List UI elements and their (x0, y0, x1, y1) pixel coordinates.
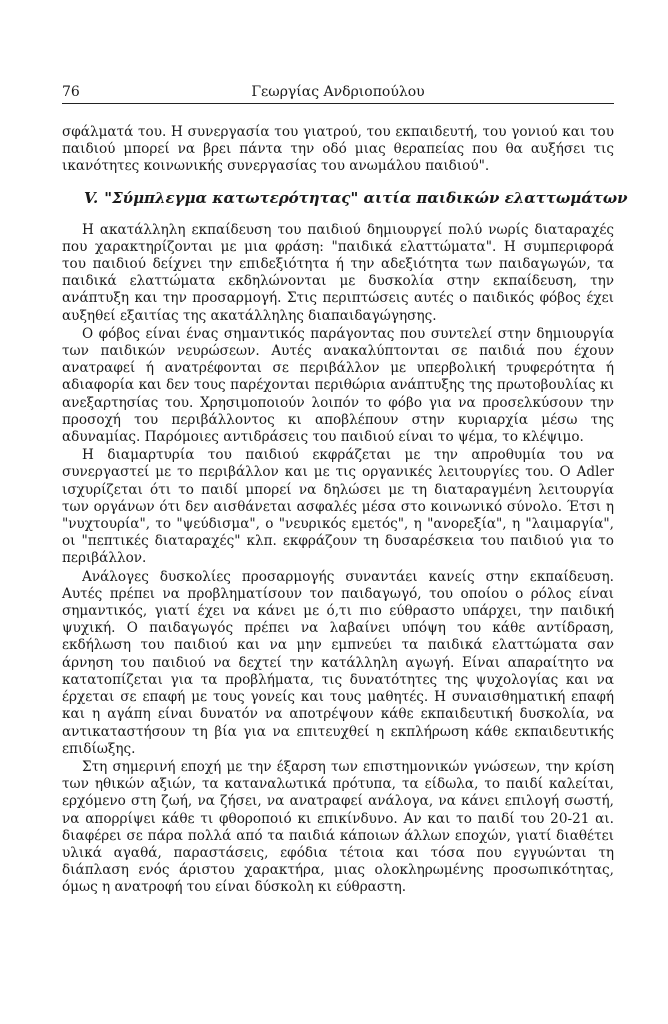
page-header (62, 82, 614, 104)
paragraph: Η διαμαρτυρία του παιδιού εκφράζεται με την απροθυμία του να συνεργαστεί με το περιβάλλον και με τις οργανικές λειτουργίες του. Ο Adler ισχυρίζεται ότι το παιδί μπορεί να δηλώσει με τη διαταραγμένη λειτουργία των οργάνων ότι δεν αισθάνεται ασφαλές μέσα στο κοινωνικό σύνολο. Έτσι η "νυχτουρία", το "ψεύδισμα", ο "νευρικός εμετός", η "ανορεξία", η "λαιμαργία", οι "πεπτικές διαταραχές" κλπ. εκφράζουν τη δυσαρέσκεια του παιδιού για το περιβάλλον. (62, 447, 614, 567)
header-rule (62, 103, 614, 104)
page-body (62, 124, 628, 897)
running-head: Γεωργίας Ανδριοπούλου (251, 84, 425, 100)
paragraph: Η ακατάλληλη εκπαίδευση του παιδιού δημιουργεί πολύ νωρίς διαταραχές που χαρακτηρίζονται με μια φράση: "παιδικά ελαττώματα". Η συμπεριφορά του παιδιού δείχνει την επιδεξιότητα ή την αδεξιότητα των παιδαγωγών, τα παιδικά ελαττώματα εκδηλώνονται με δυσκολία στην εκπαίδευση, την ανάπτυξη και την προσαρμογή. Στις περιπτώσεις αυτές ο παιδικός φόβος έχει αυξηθεί εξαιτίας της ακατάλληλης διαπαιδαγώγησης. (62, 221, 614, 324)
paragraph-continuation: σφάλματά του. Η συνεργασία του γιατρού, του εκπαιδευτή, του γονιού και του παιδιού μπορεί να βρει πάντα την οδό μιας θεραπείας που θα αυξήσει τις ικανότητες κοινωνικής συνεργασίας του ανωμάλου παιδιού". (62, 124, 614, 175)
section-title: "Σύμπλεγμα κατωτερότητας" αιτία παιδικών ελαττωμάτων (104, 188, 628, 207)
page-number: 76 (62, 84, 80, 100)
section-number: V. (84, 188, 99, 207)
paragraph: Στη σημερινή εποχή με την έξαρση των επιστημονικών γνώσεων, την κρίση των ηθικών αξιών, τα καταναλωτικά πρότυπα, τα είδωλα, το παιδί καλείται, ερχόμενο στη ζωή, να ζήσει, να ανατραφεί ανάλογα, να κάνει επιλογή σωστή, να απορρίψει κάθε τι φθοροποιό κι επικίνδυνο. Αν και το παιδί του 20-21 αι. διαφέρει σε πάρα πολλά από τα παιδιά κάποιων άλλων εποχών, γιατί διαθέτει υλικά αγαθά, παραστάσεις, εφόδια τέτοια και τόσα που εγγυώνται τη διάπλαση ενός άριστου χαρακτήρα, μιας ολοκληρωμένης προσωπικότητας, όμως η ανατροφή του είναι δύσκολη κι εύθραστη. (62, 758, 614, 896)
paragraph: Ανάλογες δυσκολίες προσαρμογής συναντάει κανείς στην εκπαίδευση. Αυτές πρέπει να προβληματίσουν τον παιδαγωγό, του οποίου ο ρόλος είναι σημαντικός, γιατί έχει να κάνει με ό,τι πιο εύθραστο υπάρχει, την παιδική ψυχική. Ο παιδαγωγός πρέπει να λαβαίνει υπόψη του κάθε αντίδραση, εκδήλωση του παιδιού και να μην εμπνεύει τα παιδικά ελαττώματα σαν άρνηση του παιδιού να δεχτεί την κατάλληλη αγωγή. Είναι απαραίτητο να κατατοπίζεται για τα προβλήματα, τις δυνατότητες της ψυχολογίας και να έρχεται σε επαφή με τους γονείς και τους μαθητές. Η συναισθηματική επαφή και η αγάπη είναι δυνατόν να αποτρέψουν κάθε εκπαιδευτική δυσκολία, να αντικαταστήσουν τη βία για να επιτευχθεί η εκπλήρωση κάθε εκπαιδευτικής επιδίωξης. (62, 568, 614, 757)
section-heading (62, 188, 628, 208)
paragraph: Ο φόβος είναι ένας σημαντικός παράγοντας που συντελεί στην δημιουργία των παιδικών νευρώσεων. Αυτές ανακαλύπτονται σε παιδιά που έχουν ανατραφεί ή ανατρέφονται σε περιβάλλον με υπερβολική τρυφερότητα ή αδιαφορία και δεν τους παρέχονται περιθώρια ανάπτυξης της πρωτοβουλίας κι ανεξαρτησίας του. Χρησιμοποιούν λοιπόν το φόβο για να προσελκύσουν την προσοχή του περιβάλλοντος κι αποβλέπουν στην κυριαρχία μέσω της αδυναμίας. Παρόμοιες αντιδράσεις του παιδιού είναι το ψέμα, το κλέψιμο. (62, 325, 614, 446)
